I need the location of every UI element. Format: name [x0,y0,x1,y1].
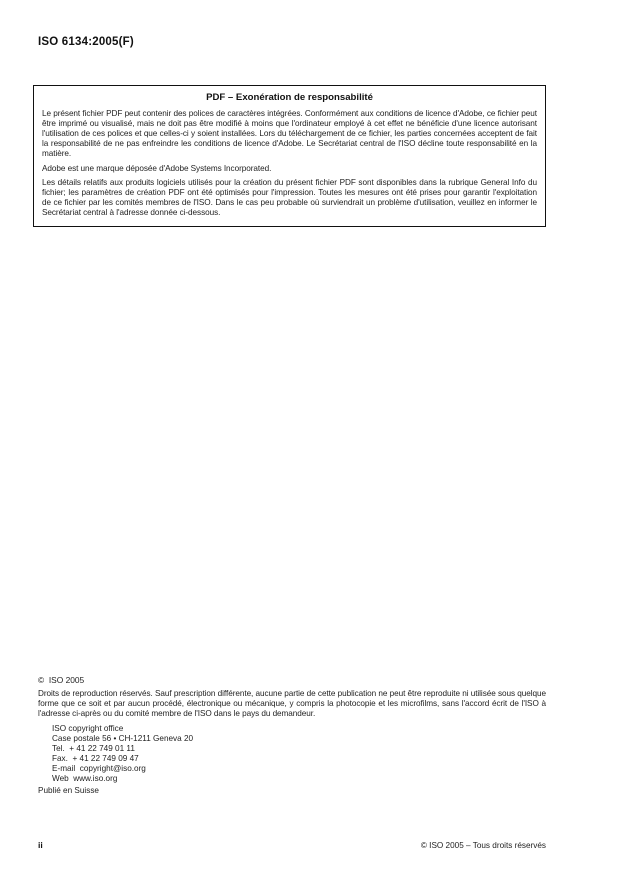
address-fax-line: Fax. + 41 22 749 09 47 [52,754,139,763]
document-reference: ISO 6134:2005(F) [38,36,134,48]
published-in-switzerland: Publié en Suisse [38,786,99,795]
address-postal-line: Case postale 56 • CH-1211 Geneva 20 [52,734,194,743]
disclaimer-paragraph-1: Le présent fichier PDF peut contenir des polices de caractères intégrées. Conformément aux conditions de licence d'Adobe, ce fichier peut être imprimé ou visualisé, mais ne doit pas être modifié à moins que l'ordinateur employé à cet effet ne bénéficie d'une licence autorisant l'utilisation de ces polices et que celles-ci y soient installées. Lors du téléchargement de ce fichier, les parties concernées acceptent de fait la responsabilité de ne pas enfreindre les conditions de licence d'Adobe. Le Secrétariat central de l'ISO décline toute responsabilité en la matière. [42,109,537,158]
disclaimer-paragraph-2: Adobe est une marque déposée d'Adobe Systems Incorporated. [42,163,272,173]
address-office-line: ISO copyright office [52,724,124,733]
pdf-disclaimer-box [33,85,546,227]
copyright-year-notice: © ISO 2005 [38,675,85,685]
footer-copyright: © ISO 2005 – Tous droits réservés [420,841,546,850]
reproduction-rights-text: Droits de reproduction réservés. Sauf prescription différente, aucune partie de cette publication ne peut être reproduite ni utilisée sous quelque forme que ce soit et par aucun procédé, électronique ou mécanique, y compris la photocopie et les microfilms, sans l'accord écrit de l'ISO à l'adresse ci-après ou du comité membre de l'ISO dans le pays du demandeur. [38,689,546,718]
disclaimer-title: PDF – Exonération de responsabilité [206,92,373,103]
disclaimer-paragraph-3: Les détails relatifs aux produits logiciels utilisés pour la création du présent fichier PDF sont disponibles dans la rubrique General Info du fichier; les paramètres de création PDF ont été optimisés pour l'impression. Toutes les mesures ont été prises pour garantir l'exploitation de ce fichier par les comités membres de l'ISO. Dans le cas peu probable où surviendrait un problème d'utilisation, veuillez en informer le Secrétariat central à l'adresse donnée ci-dessous. [42,178,537,218]
address-email-line: E-mail copyright@iso.org [52,764,146,773]
page-number: ii [38,840,43,850]
address-web-line: Web www.iso.org [52,774,118,783]
iso-copyright-office-address [52,724,193,784]
address-tel-line: Tel. + 41 22 749 01 11 [52,744,135,753]
